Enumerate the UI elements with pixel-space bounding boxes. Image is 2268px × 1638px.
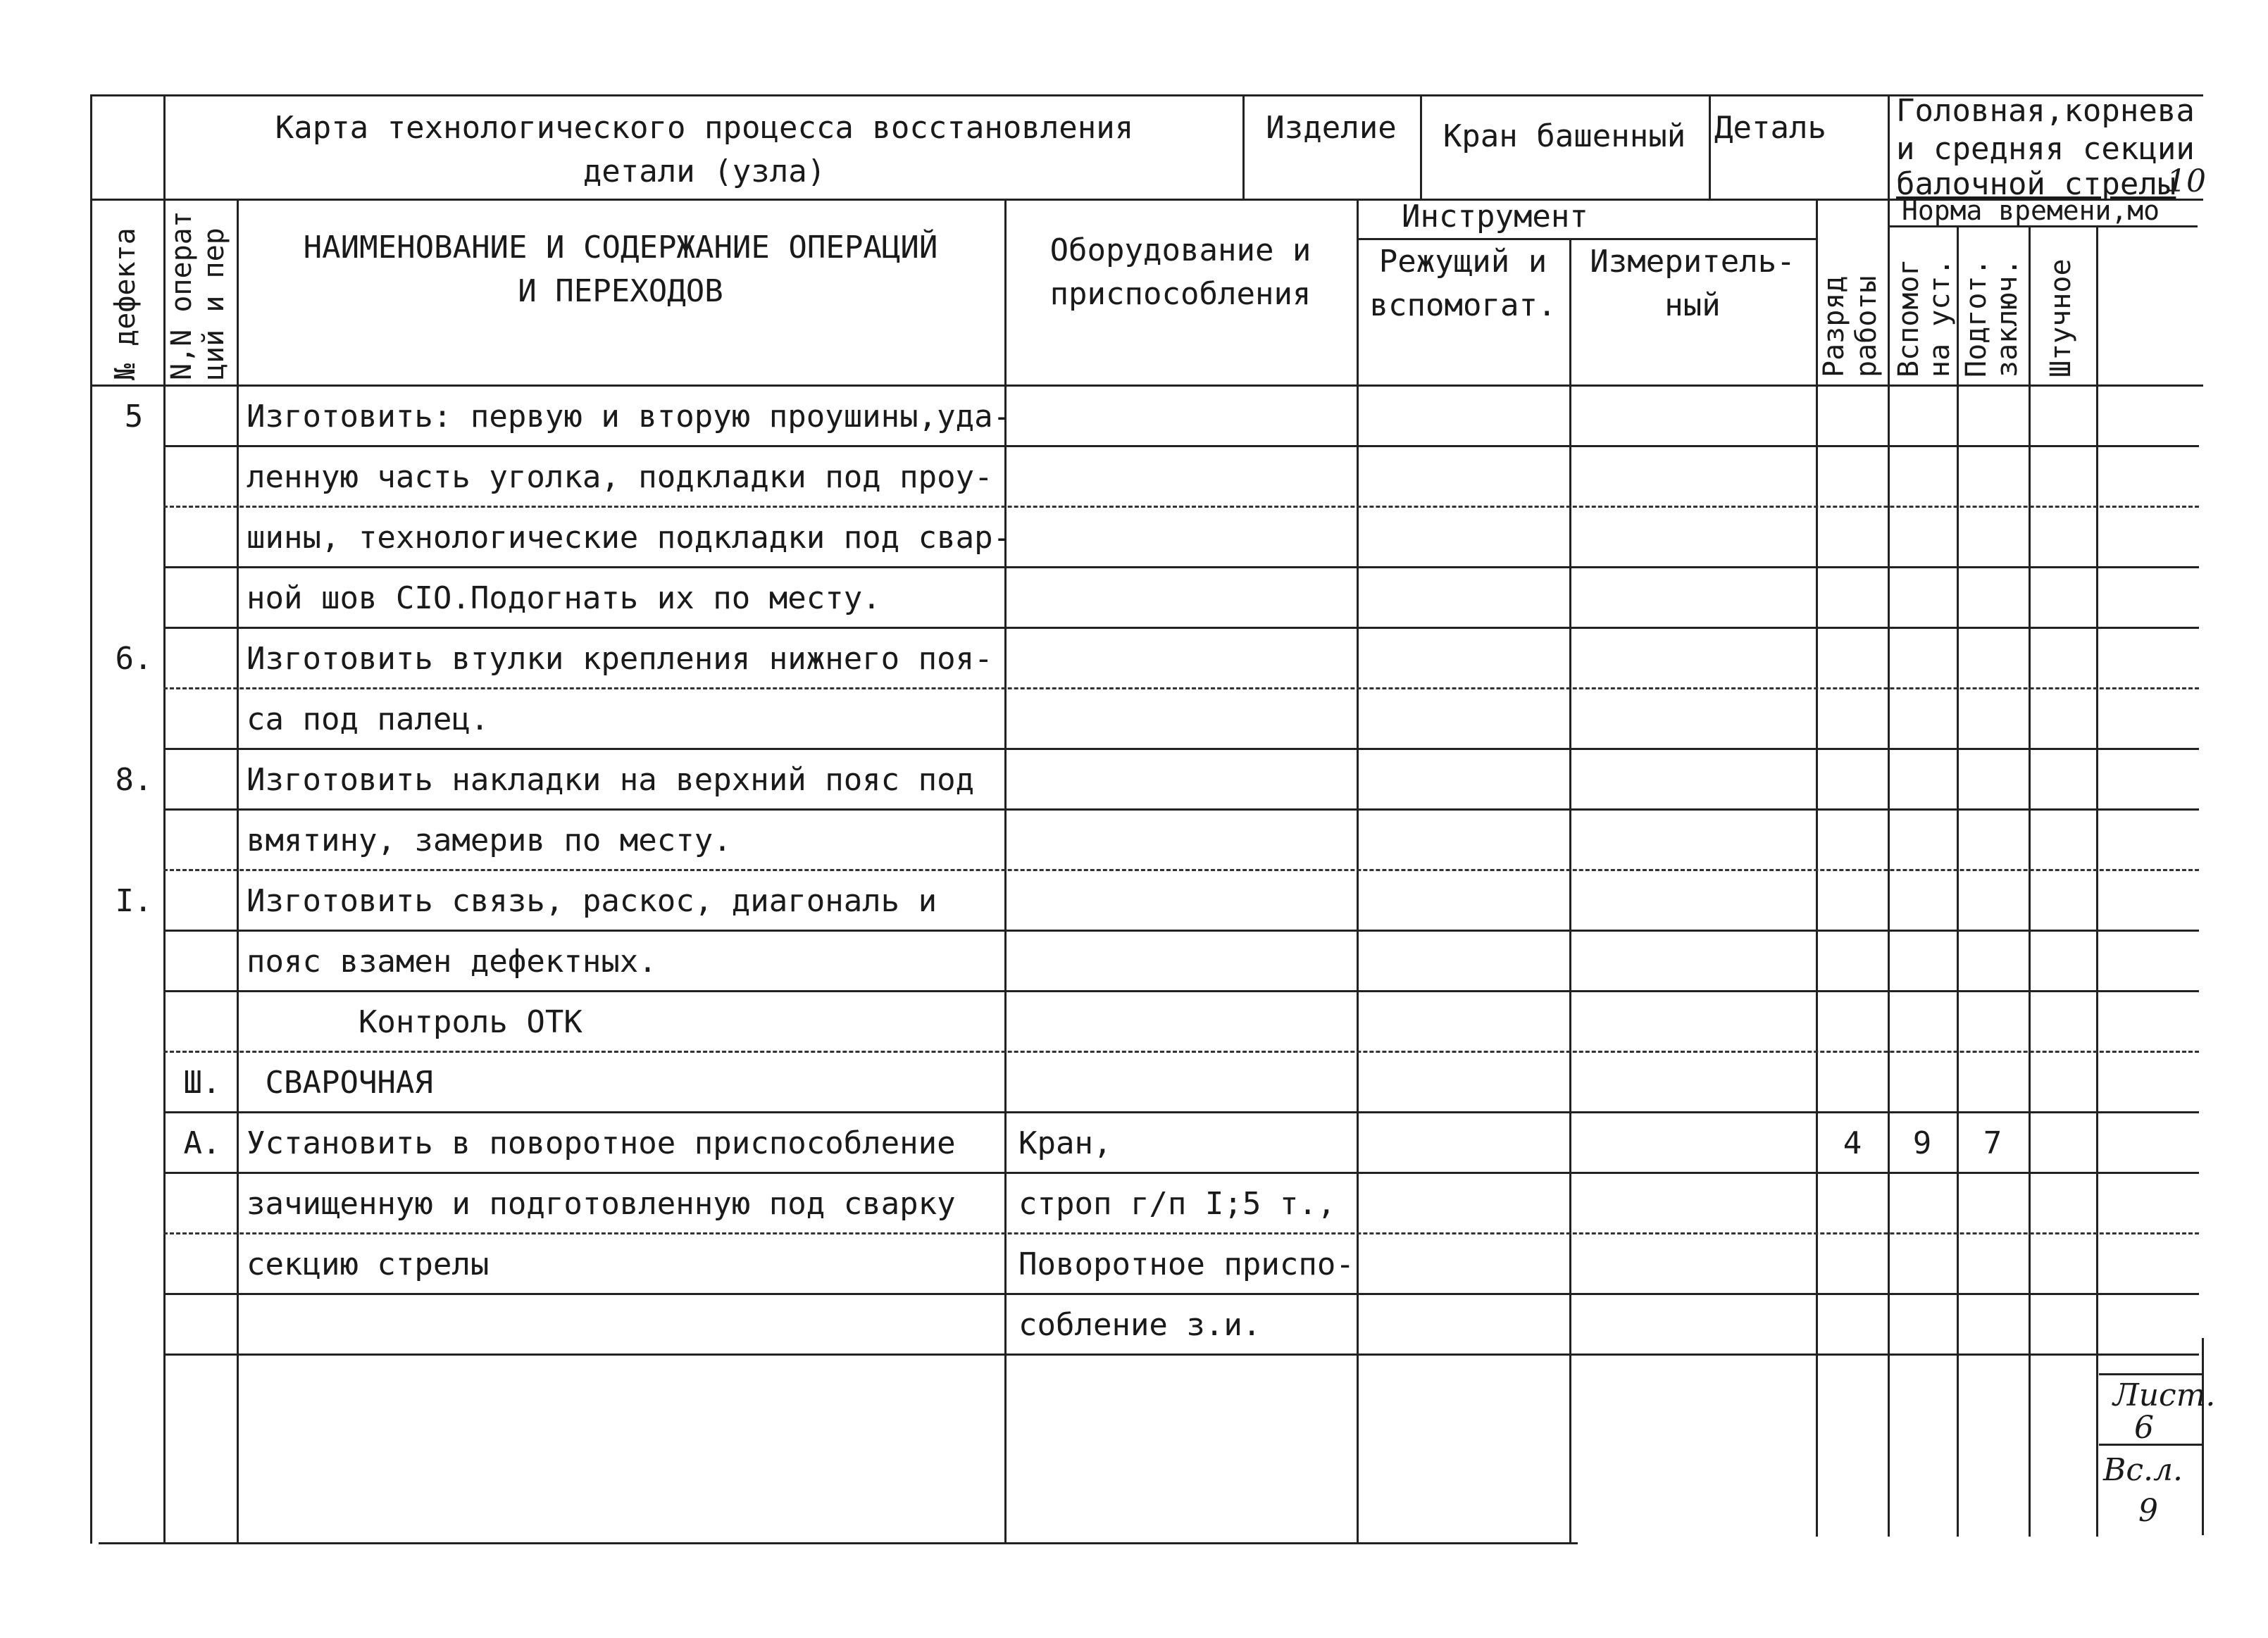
- product-value: Кран башенный: [1443, 118, 1686, 154]
- row-divider: [163, 1051, 2199, 1053]
- row-divider: [163, 808, 2199, 811]
- header-divider-part: [1888, 94, 1890, 199]
- row-divider: [163, 748, 2199, 750]
- row-operation-text: Изготовить связь, раскос, диагональ и: [247, 883, 937, 919]
- row-equipment: Кран,: [1018, 1125, 1112, 1161]
- cutting-header-line2: вспомогат.: [1369, 287, 1557, 323]
- op-no-header-line1: N,N операт: [166, 211, 198, 380]
- part-value-line2: и средняя секции: [1896, 131, 2195, 167]
- part-value-handwritten: 10: [2167, 163, 2206, 199]
- row-aux-time: 9: [1912, 1125, 1932, 1161]
- sheet-number: 6: [2134, 1410, 2154, 1446]
- col-divider-prep: [2029, 225, 2031, 1537]
- row-divider: [163, 1232, 2199, 1234]
- col-divider-measuring: [1816, 199, 1818, 1537]
- time-norm-header: Норма времени,мо: [1902, 195, 2160, 226]
- row-divider: [163, 930, 2199, 932]
- row-operation-text: пояс взамен дефектных.: [247, 944, 657, 980]
- col-divider-aux: [1957, 225, 1959, 1537]
- defect-no-header: № дефекта: [109, 227, 142, 380]
- part-value-line1: Головная,корнева: [1896, 93, 2195, 129]
- col-divider-cutting: [1569, 238, 1571, 1544]
- op-no-header-line2: ций и пер: [198, 227, 230, 380]
- col-divider-piece: [2096, 225, 2098, 1537]
- right-edge: [2202, 1338, 2204, 1535]
- row-op-no: А.: [183, 1125, 221, 1161]
- tools-header: Инструмент: [1402, 199, 1588, 235]
- card-title-line1: Карта технологического процесса восстановления: [275, 110, 1134, 146]
- measuring-header-line1: Измеритель-: [1590, 244, 1795, 280]
- row-op-no: Ш.: [183, 1065, 221, 1101]
- row-divider: [163, 687, 2199, 689]
- row-operation-text: Изготовить накладки на верхний пояс под: [247, 762, 975, 798]
- aux-header-line2: на уст.: [1924, 258, 1956, 377]
- row-operation-text: ленную часть уголка, подкладки под проу-: [247, 459, 993, 495]
- left-border: [90, 94, 92, 1544]
- total-sheets-label: Вс.л.: [2103, 1452, 2183, 1488]
- total-sheets-number: 9: [2138, 1493, 2158, 1529]
- row-operation-text: Установить в поворотное приспособление: [247, 1125, 956, 1161]
- row-equipment: собление з.и.: [1018, 1307, 1261, 1343]
- part-value-line3: балочной стрелы: [1896, 166, 2176, 202]
- measuring-header-line2: ный: [1664, 287, 1721, 323]
- col-divider-equipment: [1357, 199, 1359, 1544]
- row-divider: [163, 627, 2199, 629]
- row-operation-text: шины, технологические подкладки под свар-: [247, 520, 1012, 556]
- row-divider: [163, 566, 2199, 568]
- row-operation-text: Изготовить втулки крепления нижнего поя-: [247, 641, 993, 677]
- bottom-border: [99, 1542, 1578, 1544]
- equipment-header-line2: приспособления: [1049, 276, 1311, 312]
- grade-header-line1: Разряд: [1818, 275, 1850, 377]
- aux-header-line1: Вспомог: [1893, 258, 1925, 377]
- row-operation-text: ной шов СIО.Подогнать их по месту.: [247, 580, 881, 616]
- header-divider-value: [1709, 94, 1711, 199]
- cutting-header-line1: Режущий и: [1378, 244, 1547, 280]
- row-operation-text: Контроль ОТК: [247, 1004, 582, 1040]
- row-operation-text: зачищенную и подготовленную под сварку: [247, 1186, 956, 1222]
- part-label: Деталь: [1714, 110, 1826, 146]
- row-operation-text: Изготовить: первую и вторую проушины,уда-: [247, 399, 1012, 434]
- row-divider: [163, 1111, 2199, 1113]
- row-equipment: Поворотное приспо-: [1018, 1246, 1354, 1282]
- prep-header-line1: Подгот.: [1960, 258, 1993, 377]
- row-prep-time: 7: [1983, 1125, 2002, 1161]
- sheet-box-top: [2099, 1373, 2202, 1375]
- operation-header-line1: НАИМЕНОВАНИЕ И СОДЕРЖАНИЕ ОПЕРАЦИЙ: [303, 230, 938, 265]
- row-operation-text: СВАРОЧНАЯ: [247, 1065, 433, 1101]
- sheet-label: Лист.: [2113, 1377, 2216, 1413]
- row-divider: [163, 506, 2199, 508]
- top-border: [90, 94, 2203, 96]
- tools-subheader-line: [1357, 238, 1817, 240]
- row-divider: [163, 869, 2199, 871]
- piece-header: Штучное: [2045, 258, 2077, 377]
- header-divider-title: [1242, 94, 1245, 199]
- product-label: Изделие: [1266, 110, 1397, 146]
- header-divider: [90, 199, 2203, 201]
- equipment-header-line1: Оборудование и: [1049, 232, 1311, 268]
- card-title-line2: детали (узла): [582, 154, 826, 189]
- row-divider: [163, 1353, 2199, 1356]
- row-grade: 4: [1843, 1125, 1862, 1161]
- row-divider: [163, 1293, 2199, 1295]
- row-defect-no: 8.: [115, 762, 153, 798]
- row-defect-no: 5: [124, 399, 144, 434]
- row-operation-text: са под палец.: [247, 701, 490, 737]
- prep-header-line2: заключ.: [1991, 258, 2024, 377]
- row-equipment: строп г/п I;5 т.,: [1018, 1186, 1336, 1222]
- row-divider: [163, 1172, 2199, 1174]
- operation-header-line2: И ПЕРЕХОДОВ: [518, 273, 723, 309]
- row-divider: [163, 445, 2199, 447]
- row-divider: [163, 990, 2199, 992]
- col-divider-op: [237, 199, 239, 1544]
- row-defect-no: I.: [115, 883, 153, 919]
- column-header-bottom: [90, 385, 2203, 387]
- row-defect-no: 6.: [115, 641, 153, 677]
- col-divider-grade: [1888, 199, 1890, 1537]
- row-operation-text: вмятину, замерив по месту.: [247, 823, 732, 858]
- grade-header-line2: работы: [1850, 275, 1883, 377]
- row-operation-text: секцию стрелы: [247, 1246, 490, 1282]
